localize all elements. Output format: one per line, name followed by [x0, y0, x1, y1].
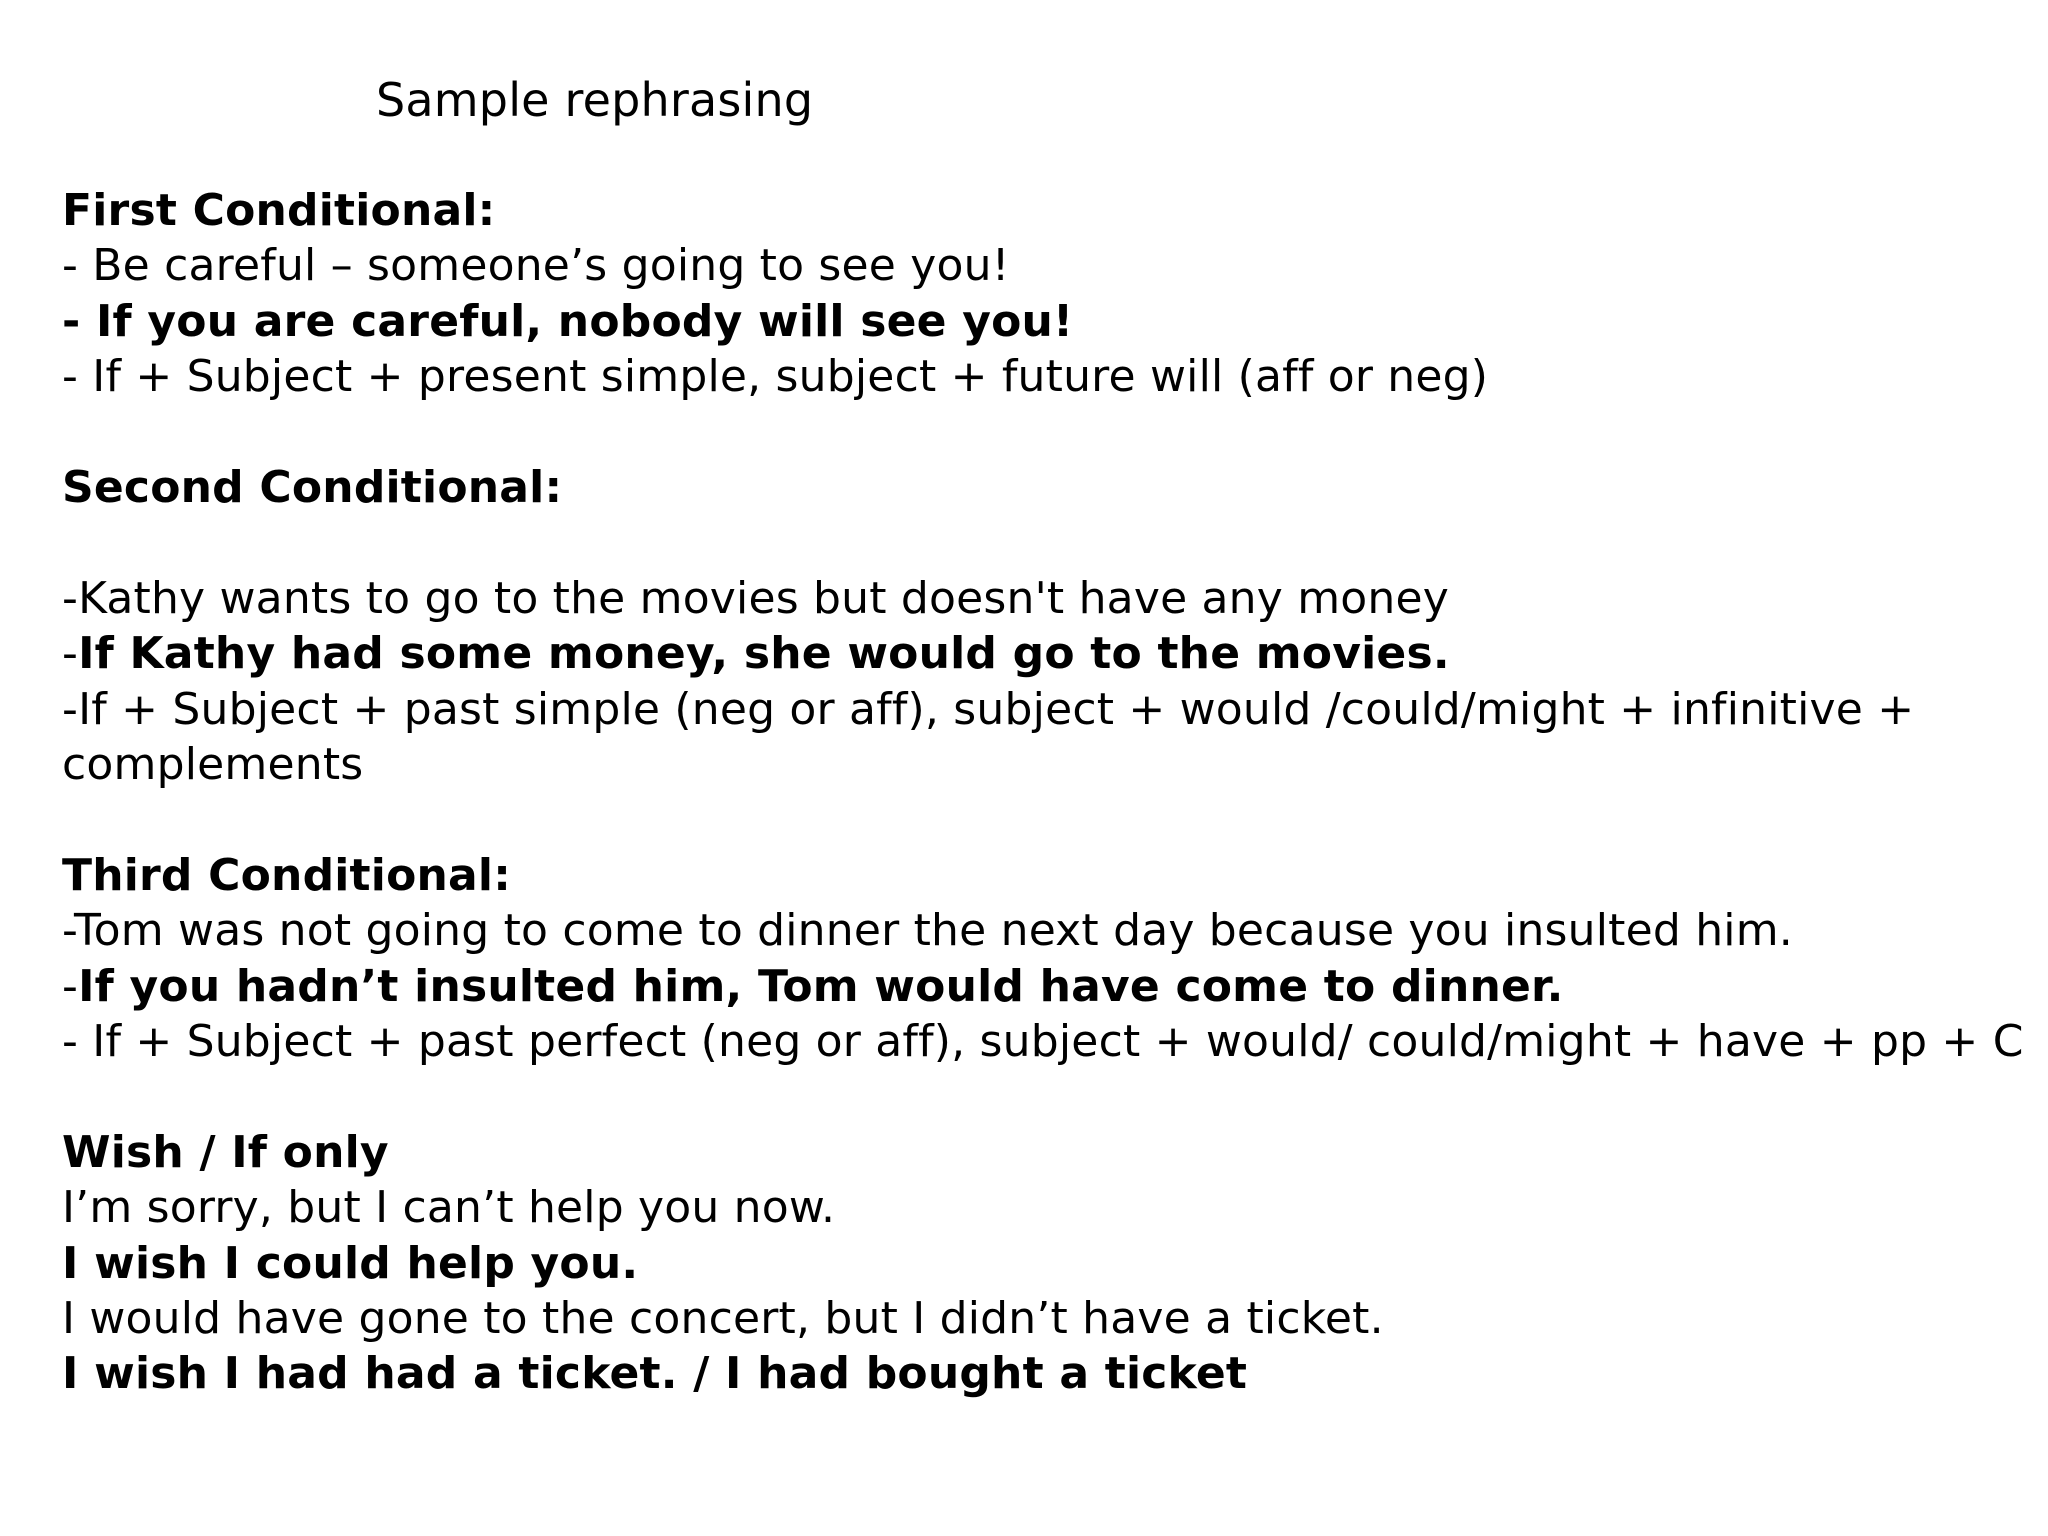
second-conditional-structure: -If + Subject + past simple (neg or aff), subject + would /could/might + infinitive + complements [62, 683, 1915, 791]
wish-if-only-heading: Wish / If only [62, 1126, 389, 1178]
wish-sentence-one: I’m sorry, but I can’t help you now. [62, 1182, 836, 1234]
second-conditional-heading: Second Conditional: [62, 462, 563, 514]
second-conditional-answer: If Kathy had some money, she would go to the movies. [78, 628, 1450, 680]
section-spacer [62, 1069, 2002, 1124]
second-conditional-answer-line [62, 626, 2002, 681]
third-conditional-structure: - If + Subject + past perfect (neg or aff), subject + would/ could/might + have + pp + C [62, 1016, 2024, 1068]
third-conditional-answer: If you hadn’t insulted him, Tom would have come to dinner. [78, 960, 1564, 1012]
page-title: Sample rephrasing [376, 73, 814, 127]
third-conditional-sentence: -Tom was not going to come to dinner the next day because you insulted him. [62, 905, 1793, 957]
first-conditional-structure: - If + Subject + present simple, subject + future will (aff or neg) [62, 351, 1489, 403]
first-conditional-answer: - If you are careful, nobody will see you! [62, 295, 1074, 347]
answer-prefix: - [62, 628, 79, 680]
answer-prefix: - [62, 960, 79, 1012]
section-spacer [62, 515, 2002, 570]
first-conditional-heading: First Conditional: [62, 185, 496, 236]
section-spacer [62, 792, 2002, 847]
wish-answer-two: I wish I had had a ticket. / I had bought a ticket [62, 1348, 1248, 1400]
document-body [62, 183, 2024, 1402]
third-conditional-answer-line [62, 959, 2002, 1014]
section-spacer [62, 405, 2002, 460]
wish-answer-one: I wish I could help you. [62, 1237, 639, 1289]
wish-sentence-two: I would have gone to the concert, but I didn’t have a ticket. [62, 1293, 1384, 1345]
second-conditional-sentence: -Kathy wants to go to the movies but doesn't have any money [62, 572, 1449, 624]
third-conditional-heading: Third Conditional: [62, 849, 511, 901]
first-conditional-sentence: - Be careful – someone’s going to see you! [62, 240, 1010, 292]
